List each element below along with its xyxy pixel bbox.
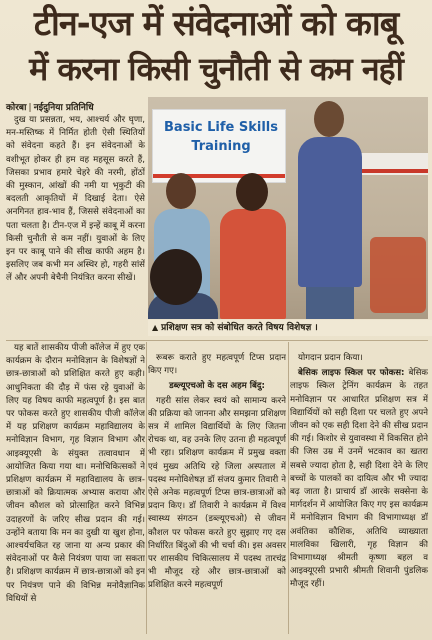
subheading: बेसिक लाइफ स्किल पर फोकस: (298, 368, 405, 379)
paragraph: दुख या प्रसन्नता, भय, आश्चर्य और घृणा, मन-मस्तिष्क में निर्मित होती ऐसी स्थितियों को संवेदना कहते हैं। इन संवेदनाओं के वशीभूत होकर ही हम वह महसूस करते हैं, जिसका प्रभाव हमारे चेहरे की नरमी, होंठों की मुस्कान, आंखों की नमी या भृकुटी की बदलती आकृतियों में दिखाई देता। ऐसे अनगिनत हाव-भाव हैं, जिससे संवेदनाओं का पता चलता है। टीन-एज में इन्हें काबू में करना किसी चुनौती से कम नहीं। युवाओं के लिए इन पर काबू पाने की सीख काफी अहम है। इसलिए जब कभी मन अस्थिर हो, गहरी सांसें लें और अपनी बेचैनी नियंत्रित करना सीखें। (6, 115, 145, 284)
paragraph: गहरी सांस लेकर स्वयं को सामान्य करने की प्रक्रिया को जानना और समझना प्रशिक्षण सत्र में शामिल विद्यार्थियों के लिए जितना रोचक था, वह उनके लिए उतना ही महत्वपूर्ण भी रहा। प्रशिक्षण कार्यक्रम में प्रमुख वक्ता एवं मुख्य अतिथि रहे जिला अस्पताल में पदस्थ मनोविशेषज्ञ डॉ संजय कुमार तिवारी ने ऐसे अनेक महत्वपूर्ण टिप्स छात्र-छात्राओं को प्रदान किए। डॉ तिवारी ने कार्यक्रम में विश्व स्वास्थ्य संगठन (डब्ल्यूएचओ) से जीवन कौशल पर फोकस करते हुए सुझाए गए दस निर्धारित बिंदुओं की भी चर्चा की। इस अवसर पर शासकीय चिकित्सालय में पदस्थ तारचंद्र भी मौजूद रहे और छात्र-छात्राओं को प्रशिक्षित करने महत्वपूर्ण (148, 395, 286, 591)
byline: कोरबा | नईदुनिया प्रतिनिधि (6, 103, 94, 113)
divider (6, 340, 428, 341)
column-1-top (6, 114, 145, 339)
headline-line-1: टीन-एज में संवेदनाओं को काबू (33, 4, 399, 44)
column-divider (146, 342, 147, 634)
column-2 (148, 352, 286, 634)
column-1 (6, 342, 145, 634)
speaker-head (314, 101, 344, 137)
headline (4, 2, 428, 92)
column-divider (288, 342, 289, 634)
banner-text: Basic Life Skills Training (164, 120, 278, 154)
news-photo (148, 97, 428, 319)
attendee-1-head (166, 173, 196, 209)
paragraph: योगदान प्रदान किया। (298, 353, 363, 363)
byline-place: कोरबा (6, 103, 27, 113)
photo-caption (148, 320, 432, 336)
attendee-2 (220, 209, 286, 319)
caption-text: प्रशिक्षण सत्र को संबोधित करते विषय विशेषज्ञ । (161, 323, 318, 333)
audience-member-head (150, 249, 202, 305)
subheading: डब्ल्यूएचओ के दस अहम बिंदु: (169, 381, 265, 392)
attendee-2-head (236, 173, 268, 211)
paragraph: रूबरू कराते हुए महत्वपूर्ण टिप्स प्रदान किए गए। (148, 353, 286, 377)
chair (370, 237, 426, 313)
column-3 (290, 352, 428, 634)
byline-reporter: नईदुनिया प्रतिनिधि (33, 103, 94, 113)
headline-line-2: में करना किसी चुनौती से कम नहीं (29, 50, 403, 88)
speaker (298, 137, 362, 287)
paragraph (290, 367, 428, 591)
paragraph: यह बातें शासकीय पीजी कॉलेज में हुए एक कार्यक्रम के दौरान मनोविज्ञान के विशेषज्ञों ने छात्र-छात्राओं को प्रशिक्षित करते हुए कही। आधुनिकता की दौड़ में फंस रहे युवाओं के लिए यह विषय काफी महत्वपूर्ण है। इस बात पर फोकस करते हुए शासकीय पीजी कॉलेज में यह प्रशिक्षण कार्यक्रम महाविद्यालय के मनोविज्ञान विभाग, गृह विज्ञान विभाग और आइक्यूएसी के संयुक्त तत्वावधान में आयोजित किया गया था। मनोचिकित्सकों ने प्रशिक्षण कार्यक्रम में महाविद्यालय के छात्र-छात्राओं को क्रियात्मक अभ्यास कराया और जीवन कौशल को प्रोत्साहित करने विभिन्न उदाहरणों के जरिए सीख प्रदान की गई। उन्होंने बताया कि मन का दुखी या खुश होना, आश्चर्यचकित रह जाना या अन्य प्रकार की संवेदनाओं पर कैसे नियंत्रण पाया जा सकता है। प्रशिक्षण कार्यक्रम में छात्र-छात्राओं को इन पर नियंत्रण पाने की विभिन्न मनोवैज्ञानिक विधियों से (6, 343, 145, 604)
paragraph-body: बेसिक लाइफ स्किल ट्रेनिंग कार्यक्रम के तहत मनोविज्ञान पर आधारित प्रशिक्षण सत्र में विद्यार्थियों को सही दिशा पर चलते हुए अपने जीवन को एक सही दिशा देने की सीख प्रदान की गई। किशोर से युवावस्था में विकसित होने की जिस उम्र में उनमें भटकाव का खतरा सबसे ज्यादा होता है, सही दिशा देने के लिए बच्चों के पालकों का दायित्व और भी ज्यादा बढ़ जाता है। प्राचार्य डॉ आरके सक्सेना के मार्गदर्शन में आयोजित किए गए इस कार्यक्रम में मनोविज्ञान विभाग की विभागाध्यक्ष डॉ अवंतिका कौशिक, अतिथि व्याख्याता मालविका खिलारी, गृह विज्ञान की विभागाध्यक्ष श्रीमती कृष्णा बहल व आइक्यूएसी प्रभारी श्रीमती शिवानी पुंडलिक मौजूद रहीं। (290, 368, 428, 590)
caption-arrow-icon: ▲ (152, 323, 159, 332)
training-banner (152, 109, 286, 183)
